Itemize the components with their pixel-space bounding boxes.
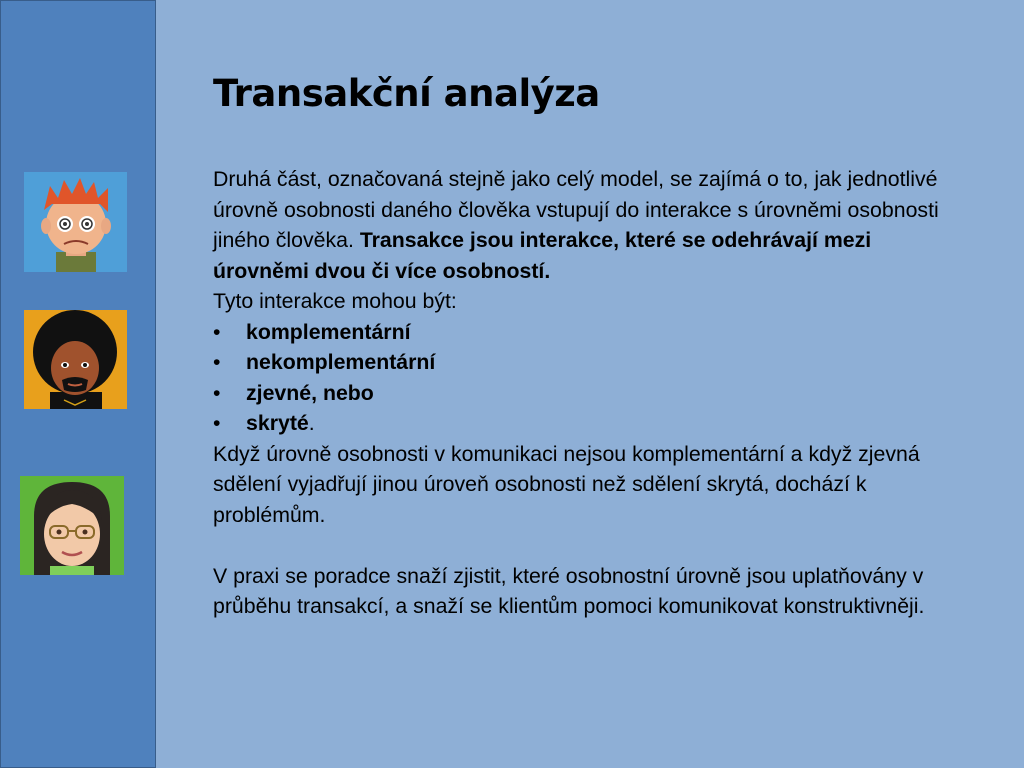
list-item: • skryté. [213,408,953,439]
paragraph-1 [213,164,953,286]
paragraph-2: Když úrovně osobnosti v komunikaci nejsou komplementární a když zjevná sdělení vyjadřují jinou úroveň osobnosti než sdělení skrytá, dochází k problémům. [213,441,920,527]
slide-body [213,164,953,622]
list-item: • nekomplementární [213,347,953,378]
paragraph-spacer [213,530,953,561]
afro-man-avatar-icon [24,310,127,409]
bullet-icon: • [213,380,221,405]
bullet-list [213,317,953,439]
bullet-icon: • [213,319,221,344]
paragraph-1-bold: Transakce jsou interakce, které se odehrávají mezi úrovněmi dvou či více osobností. [213,228,872,283]
paragraph-3: V praxi se poradce snaží zjistit, které osobnostní úrovně jsou uplatňovány v průběhu transakcí, a snaží se klientům pomoci komunikovat konstruktivněji. [213,563,925,618]
list-item: • komplementární [213,317,953,348]
list-item: • zjevné, nebo [213,378,953,409]
bullet-icon: • [213,350,221,374]
bullet-icon: • [213,411,221,435]
woman-with-glasses-avatar-icon [20,476,124,575]
red-haired-boy-avatar-icon [24,172,127,272]
bullets-intro: Tyto interakce mohou být: [213,289,457,313]
paragraph-1-text: Druhá část, označovaná stejně jako celý model, se zajímá o to, jak jednotlivé úrovně osobnosti daného člověka vstupují do interakce s úrovněmi osobnosti jiného člověka. [213,167,939,252]
slide-title: Transakční analýza [213,72,600,115]
